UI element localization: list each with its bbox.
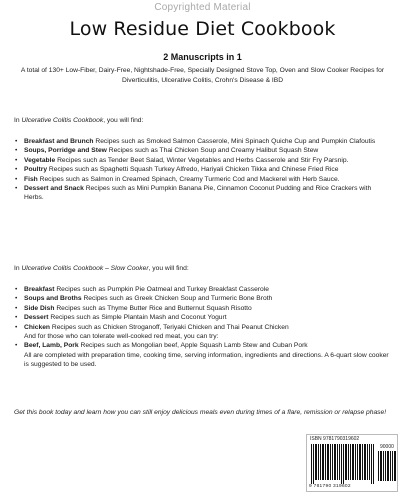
bullet-icon: • (15, 166, 18, 174)
category-text: Recipes such as Spaghetti Squash Turkey Alfredo, Hariyali Chicken Tikka and Chinese Fried Rice (47, 166, 339, 174)
barcode-bars-icon (311, 444, 375, 484)
bullet-icon: • (15, 304, 18, 312)
list-item (14, 137, 392, 146)
bullet-icon: • (15, 175, 18, 183)
list-item (14, 313, 392, 322)
book2-lead: In (14, 265, 22, 272)
list-item (14, 341, 392, 350)
bullet-icon: • (15, 185, 18, 193)
category-text: Recipes such as Tender Beet Salad, Winter Vegetables and Herbs Casserole and Stir Fry Parsnip. (55, 156, 349, 164)
copyright-watermark: Copyrighted Material (154, 2, 251, 13)
list-item (14, 184, 392, 203)
category-text: Recipes such as Smoked Salmon Casserole, Mini Spinach Quiche Cup and Pumpkin Clafoutis (93, 138, 376, 145)
category-label: Vegetable (24, 156, 56, 164)
book1-heading (14, 116, 394, 125)
bullet-icon: • (15, 342, 18, 350)
price-code: 90000 (380, 444, 394, 450)
category-text: Recipes such as Pumpkin Pie Oatmeal and Turkey Breakfast Casserole (54, 286, 269, 293)
isbn-label: ISBN 9781790319602 (310, 436, 360, 442)
bullet-icon: • (15, 295, 18, 303)
category-label: Side Dish (24, 304, 55, 312)
list-item (14, 304, 392, 313)
bullet-icon: • (15, 323, 18, 331)
category-text: Recipes such as Thyme Butter Rice and Butternut Squash Risotto (54, 304, 252, 312)
book1-recipe-list (14, 137, 392, 203)
book1-trail: , you will find: (103, 117, 144, 124)
intro-description: A total of 130+ Low-Fiber, Dairy-Free, Nightshade-Free, Specially Designed Stove Top, Oven and Slow Cooker Recipes for Diverticulitis, Ulcerative Colitis, Crohn's Disease & IBD (20, 67, 385, 84)
book2-name: Ulcerative Colitis Cookbook – Slow Cooker (21, 265, 149, 272)
list-item (14, 175, 392, 184)
list-item (14, 146, 392, 155)
category-label: Soups, Porridge and Stew (24, 147, 107, 155)
category-label: Soups and Broths (24, 295, 82, 303)
category-label: Breakfast (24, 286, 55, 293)
category-text: Recipes such as Mini Pumpkin Banana Pie, Cinnamon Coconut Pudding and Rice Crackers with Herbs. (24, 185, 372, 202)
bullet-icon: • (15, 286, 18, 293)
book1-name: Ulcerative Colitis Cookbook (21, 117, 104, 124)
closing-call-to-action: Get this book today and learn how you can still enjoy delicious meals even during times of a flare, remission or relapse phase! (14, 409, 387, 416)
bullet-icon: • (15, 138, 18, 145)
category-label: Fish (24, 175, 38, 183)
category-label: Beef, Lamb, Pork (24, 342, 79, 350)
category-label: Dessert and Snack (24, 185, 84, 193)
meat-note: And for those who can tolerate well-cooked red meat, you can try: (24, 333, 219, 341)
book1-lead: In (14, 117, 22, 124)
barcode-digits: 9 781790 319602 (309, 484, 351, 489)
isbn-barcode (306, 434, 398, 492)
book2-trail: , you will find: (148, 265, 189, 272)
list-item (14, 285, 392, 294)
category-text: Recipes such as Salmon in Creamed Spinach, Creamy Turmeric Cod and Mackerel with Herb Sauce. (37, 175, 340, 183)
category-label: Poultry (24, 166, 48, 174)
list-item (14, 294, 392, 303)
book2-heading (14, 264, 394, 273)
list-item (14, 156, 392, 165)
category-text: Recipes such as Simple Plantain Mash and Coconut Yogurt (48, 314, 227, 322)
category-label: Breakfast and Brunch (24, 138, 94, 145)
addon-barcode-icon (378, 451, 396, 481)
book-subtitle: 2 Manuscripts in 1 (163, 52, 242, 62)
book2-recipe-list (14, 285, 392, 370)
category-text: Recipes such as Thai Chicken Soup and Creamy Halibut Squash Stew (106, 147, 319, 155)
category-text: Recipes such as Greek Chicken Soup and Turmeric Bone Broth (81, 295, 273, 303)
category-text: Recipes such as Mongolian beef, Apple Squash Lamb Stew and Cuban Pork (78, 342, 308, 350)
list-item (14, 165, 392, 174)
category-text: Recipes such as Chicken Stroganoff, Teriyaki Chicken and Thai Peanut Chicken (50, 323, 289, 331)
bullet-icon: • (15, 156, 18, 164)
bullet-icon: • (15, 147, 18, 155)
extra-note: All are completed with preparation time, cooking time, serving information, ingredients and directions. A 6-quart slow cooker is suggested to be used. (24, 351, 389, 369)
bullet-icon: • (15, 314, 18, 322)
list-item (14, 323, 392, 332)
category-label: Dessert (24, 314, 49, 322)
book-title: Low Residue Diet Cookbook (69, 18, 336, 40)
category-label: Chicken (24, 323, 51, 331)
